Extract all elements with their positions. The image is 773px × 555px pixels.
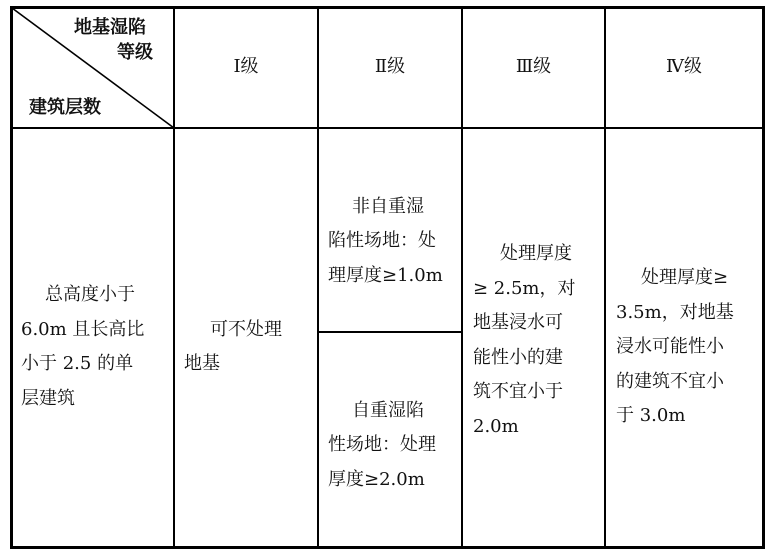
- level2-self-line-1: 自重湿陷: [352, 400, 424, 421]
- diagonal-top-line1: 地基湿陷: [74, 17, 146, 38]
- level3-line-6: 2.0m: [473, 416, 519, 437]
- level3-line-1: 处理厚度: [500, 243, 572, 264]
- level3-line-5: 筑不宜小于: [473, 381, 563, 402]
- level1-line-2: 地基: [184, 353, 220, 374]
- level2-self-line-3: 厚度≥2.0m: [328, 469, 425, 490]
- level4-line-1: 处理厚度≥: [641, 267, 729, 288]
- diagonal-top-line2: 等级: [117, 42, 153, 63]
- level4-line-5: 于 3.0m: [616, 405, 686, 426]
- level4-line-2: 3.5m，对地基: [616, 302, 734, 323]
- level2-self-line-2: 性场地：处理: [328, 434, 436, 455]
- header-level2: Ⅱ级: [374, 56, 406, 77]
- level2-nonself-line-2: 陷性场地：处: [328, 230, 436, 251]
- level3-line-2: ≥ 2.5m，对: [473, 278, 576, 299]
- building-line-2: 6.0m 且长高比: [21, 319, 145, 340]
- level4-line-3: 浸水可能性小: [616, 336, 724, 357]
- level3-line-4: 能性小的建: [473, 347, 563, 368]
- diagonal-bottom: 建筑层数: [29, 97, 101, 118]
- level3-line-3: 地基浸水可: [473, 312, 563, 333]
- level4-line-4: 的建筑不宜小: [616, 371, 724, 392]
- level2-nonself-line-3: 理厚度≥1.0m: [328, 265, 443, 286]
- level1-line-1: 可不处理: [210, 319, 282, 340]
- header-level4: Ⅳ级: [666, 56, 702, 77]
- building-line-1: 总高度小于: [45, 284, 135, 305]
- header-level3: Ⅲ级: [515, 56, 552, 77]
- header-level1: Ⅰ级: [233, 56, 259, 77]
- building-line-4: 层建筑: [21, 388, 75, 409]
- building-line-3: 小于 2.5 的单: [21, 353, 134, 374]
- level2-nonself-line-1: 非自重湿: [352, 196, 424, 217]
